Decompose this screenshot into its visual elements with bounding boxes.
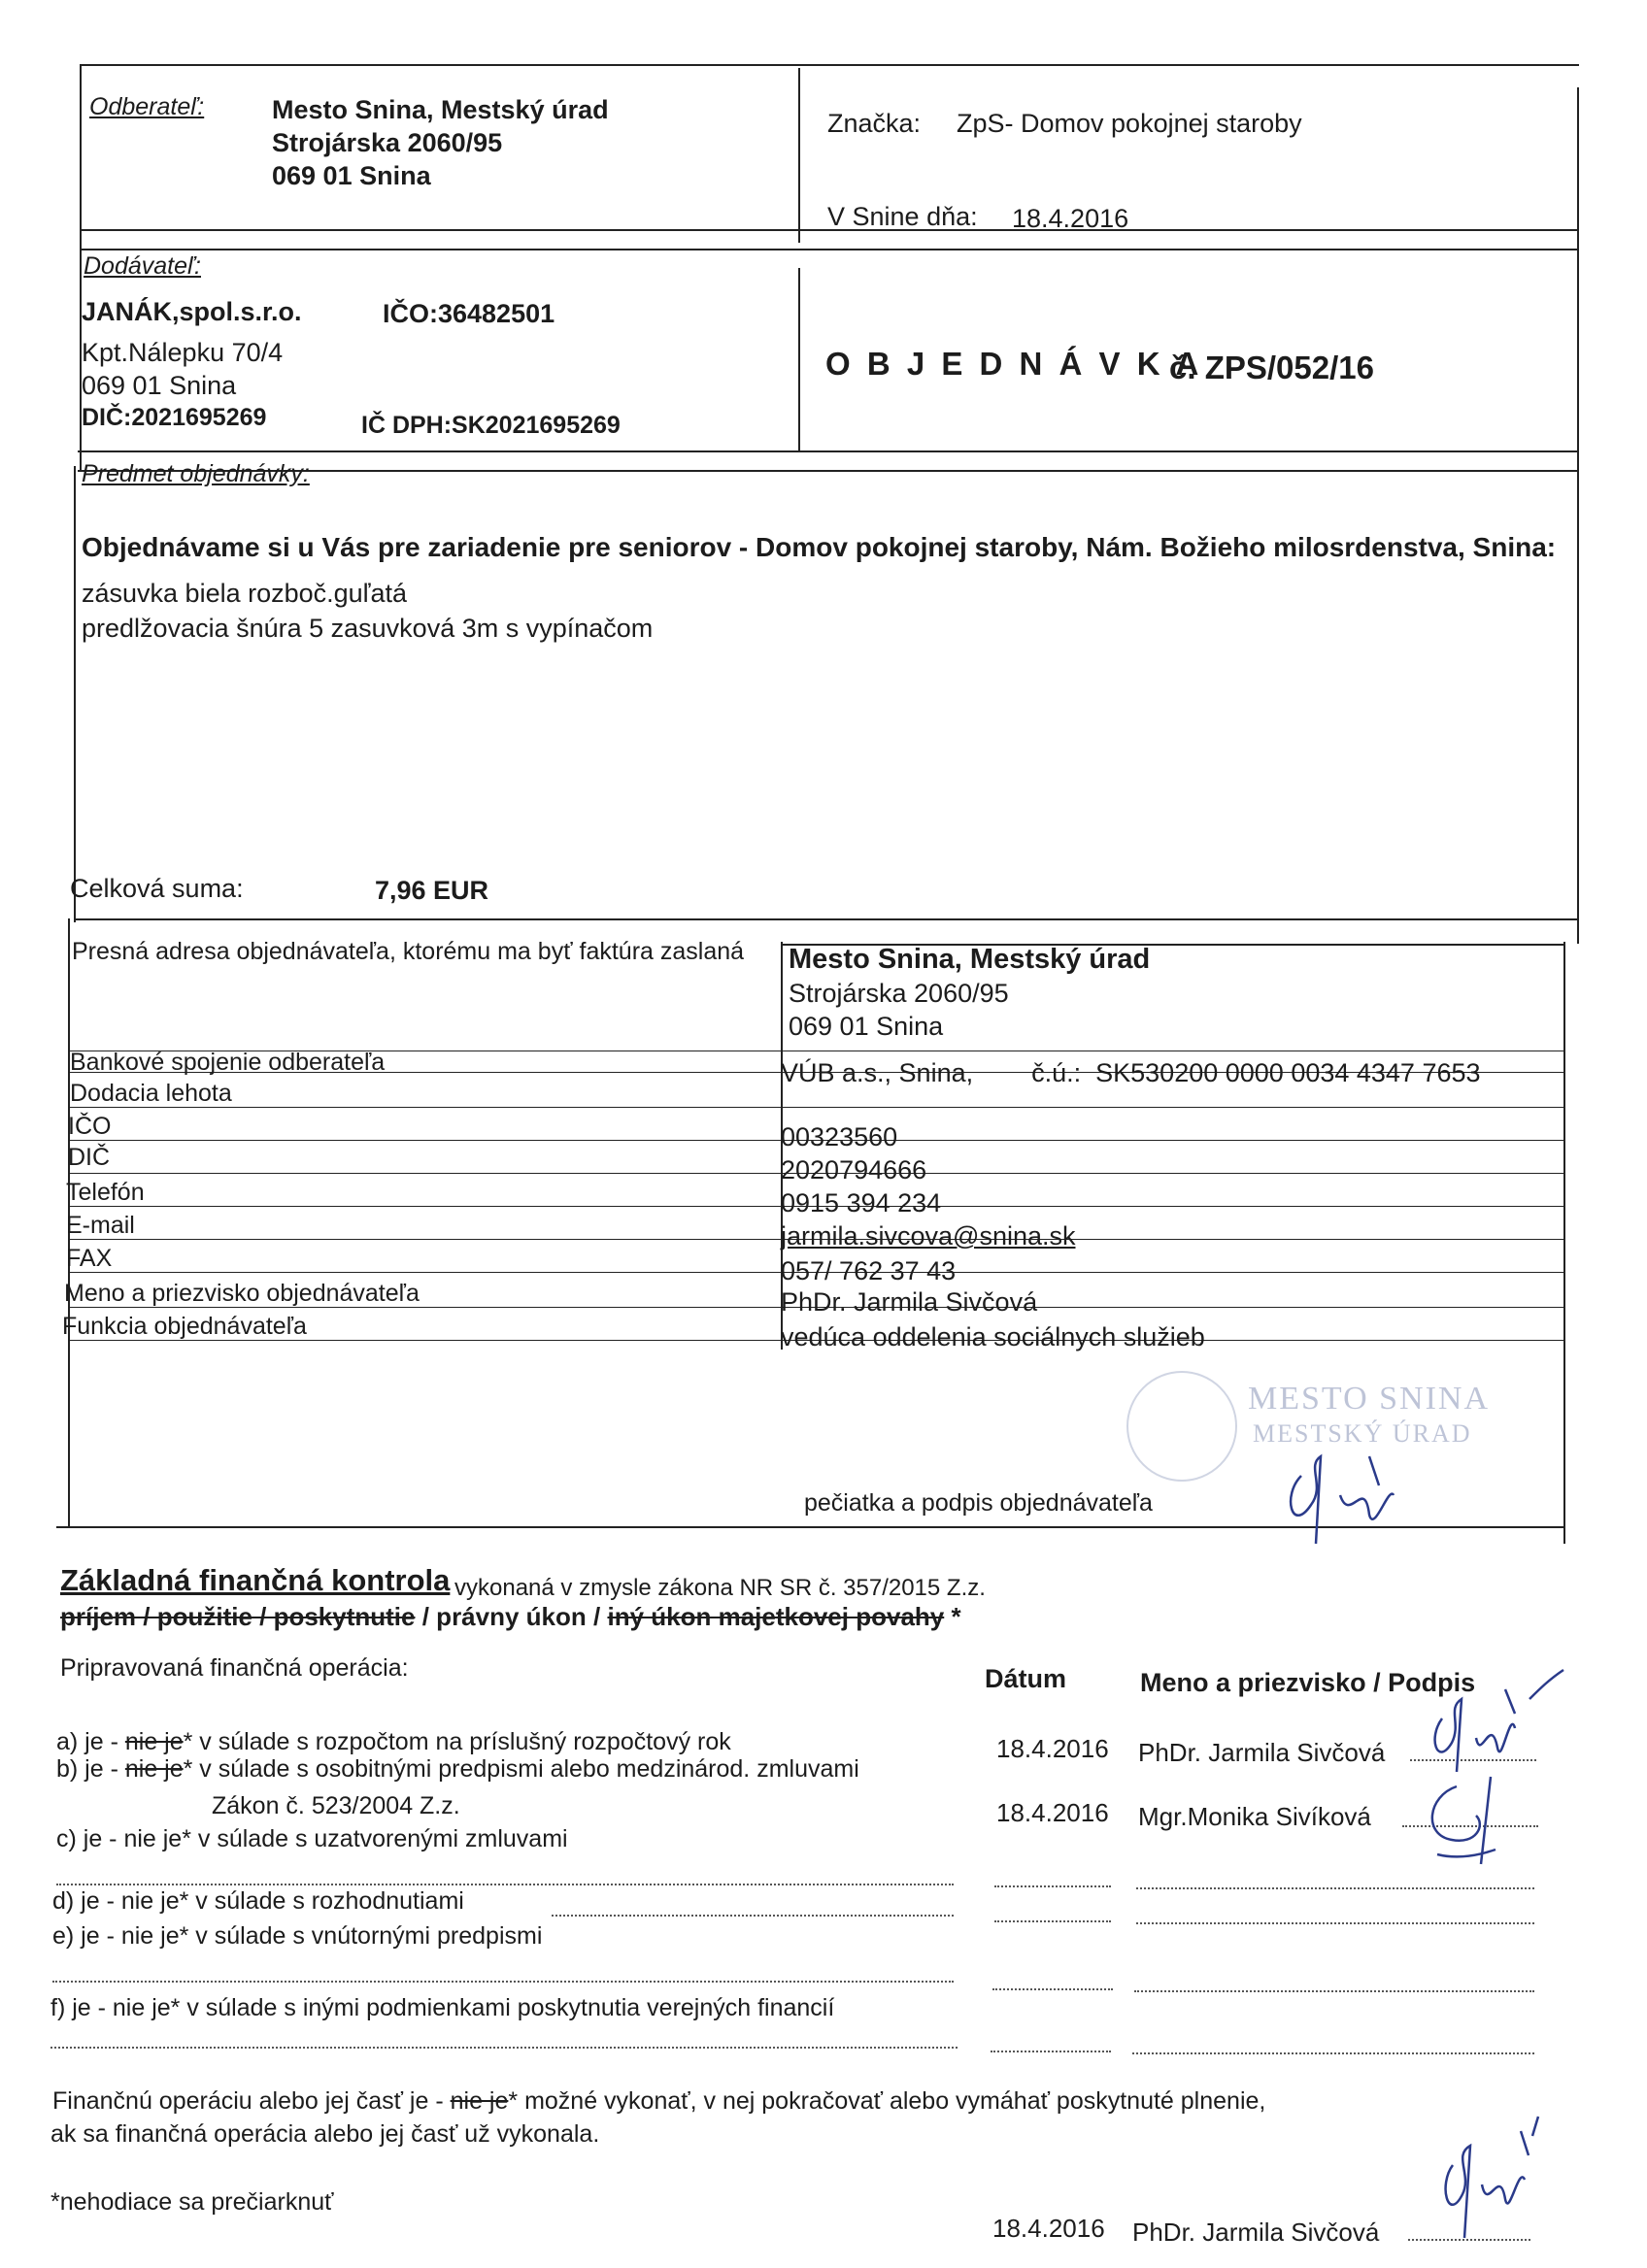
row-value-function: vedúca oddelenia sociálnych služieb — [781, 1322, 1205, 1351]
row-value-fax: 057/ 762 37 43 — [781, 1256, 957, 1285]
date-label: V Snine dňa: — [827, 202, 978, 231]
invoice-address-line-2: Strojárska 2060/95 — [789, 979, 1009, 1008]
supplier-name: JANÁK,spol.s.r.o. — [82, 297, 302, 326]
dots-date-d — [994, 1885, 1111, 1887]
item-b — [56, 1755, 859, 1784]
final-line-2: ak sa finančná operácia alebo jej časť už vykonala. — [50, 2120, 600, 2148]
order-number: č. ZPS/052/16 — [1169, 350, 1374, 385]
final-statement — [52, 2087, 1265, 2116]
dots-date-f1 — [992, 1988, 1113, 1990]
control-line-2-strike-2: iný úkon majetkovej povahy — [607, 1602, 945, 1631]
row-label-function: Funkcia objednávateľa — [62, 1313, 307, 1340]
dots-name-f2 — [1132, 2052, 1534, 2054]
column-date: Dátum — [985, 1664, 1067, 1693]
invoice-address-line-3: 069 01 Snina — [789, 1012, 944, 1041]
sign-b-name: Mgr.Monika Sivíková — [1138, 1802, 1371, 1831]
row-value-bank: VÚB a.s., Snina, č.ú.: SK530200 0000 0034 4347 7653 — [781, 1058, 1481, 1087]
supplier-label: Dodávateľ: — [84, 252, 201, 280]
final-date: 18.4.2016 — [992, 2214, 1105, 2243]
dots-c — [56, 1884, 954, 1885]
stamp-emblem — [1126, 1371, 1237, 1482]
supplier-ico: IČO:36482501 — [383, 299, 555, 328]
supplier-address-1: Kpt.Nálepku 70/4 — [82, 338, 284, 367]
control-line-2 — [60, 1602, 961, 1632]
supplier-icdph: IČ DPH:SK2021695269 — [361, 412, 621, 439]
row-label-phone: Telefón — [66, 1179, 145, 1206]
date-value: 18.4.2016 — [1012, 204, 1129, 233]
frame-left-line-mid — [74, 466, 76, 922]
control-line-2-strike-1: príjem / použitie / poskytnutie — [60, 1602, 416, 1631]
supplier-address-2: 069 01 Snina — [82, 371, 237, 400]
subject-top-line — [78, 450, 1579, 452]
frame-top-line — [80, 64, 1579, 66]
control-title-suffix: vykonaná v zmysle zákona NR SR č. 357/2015 Z.z. — [454, 1575, 986, 1601]
znacka-label: Značka: — [827, 109, 922, 138]
supplier-divider — [798, 268, 800, 452]
row-label-bank: Bankové spojenie odberateľa — [70, 1049, 386, 1076]
item-b-law: Zákon č. 523/2004 Z.z. — [212, 1792, 460, 1819]
stamp-text-2: MESTSKÝ ÚRAD — [1253, 1419, 1472, 1448]
subject-item-2: predlžovacia šnúra 5 zasuvková 3m s vypínačom — [82, 614, 654, 643]
final-name: PhDr. Jarmila Sivčová — [1132, 2218, 1380, 2247]
subject-item-1: zásuvka biela rozboč.guľatá — [82, 579, 408, 608]
dots-name-e — [1136, 1922, 1534, 1924]
item-d: d) je - nie je* v súlade s rozhodnutiami — [52, 1887, 464, 1915]
row-label-delivery: Dodacia lehota — [70, 1080, 232, 1107]
signature-final — [1424, 2117, 1550, 2243]
sign-b-date: 18.4.2016 — [996, 1798, 1109, 1827]
row-label-name: Meno a priezvisko objednávateľa — [64, 1280, 420, 1307]
frame-right-line — [1577, 87, 1579, 944]
dots-date-f2 — [991, 2051, 1111, 2052]
control-title: Základná finančná kontrola — [60, 1563, 451, 1597]
invoice-address-line-1: Mesto Snina, Mestský úrad — [789, 944, 1151, 975]
dots-d — [552, 1915, 954, 1917]
odberatel-line-1: Mesto Snina, Mestský úrad — [272, 95, 609, 124]
row-value-phone: 0915 394 234 — [781, 1188, 942, 1217]
row-value-email[interactable]: jarmila.sivcova@snina.sk — [781, 1221, 1076, 1251]
row-value-ico: 00323560 — [781, 1122, 898, 1151]
dots-f — [50, 2047, 958, 2049]
control-line-2-mid: / právny úkon / — [421, 1602, 601, 1631]
row-value-dic: 2020794666 — [781, 1155, 927, 1184]
stamp-text-1: MESTO SNINA — [1248, 1381, 1491, 1417]
dots-e — [52, 1981, 954, 1983]
header-divider — [798, 68, 800, 243]
final-post: * možné vykonať, v nej pokračovať alebo vymáhať poskytnuté plnenie, — [508, 2087, 1266, 2115]
item-b-pre: b) je - — [56, 1755, 118, 1783]
row-line-3 — [68, 1107, 1563, 1108]
order-title: O B J E D N Á V K A — [825, 346, 1203, 382]
signature-b — [1418, 1767, 1534, 1874]
signature-a — [1418, 1670, 1563, 1777]
supplier-top-line — [80, 249, 1579, 250]
znacka-value: ZpS- Domov pokojnej staroby — [957, 109, 1302, 138]
item-a — [56, 1728, 731, 1756]
row-value-name: PhDr. Jarmila Sivčová — [781, 1287, 1038, 1317]
dots-date-e — [994, 1920, 1111, 1922]
item-b-post: * v súlade s osobitnými predpismi alebo medzinárod. zmluvami — [183, 1755, 859, 1783]
subject-bottom-line — [74, 918, 1579, 920]
odberatel-line-2: Strojárska 2060/95 — [272, 128, 503, 157]
operation-label: Pripravovaná finančná operácia: — [60, 1654, 409, 1682]
sign-a-date: 18.4.2016 — [996, 1734, 1109, 1763]
row-label-email: E-mail — [66, 1212, 135, 1239]
control-line-2-end: * — [951, 1602, 961, 1631]
dots-name-f1 — [1134, 1990, 1534, 1992]
invoice-address-label: Presná adresa objednávateľa, ktorému ma byť faktúra zaslaná — [72, 938, 745, 965]
odberatel-line-3: 069 01 Snina — [272, 161, 431, 190]
final-strike: nie je — [450, 2087, 509, 2115]
item-b-strike: nie je — [124, 1755, 184, 1783]
final-pre: Finančnú operáciu alebo jej časť je - — [52, 2087, 444, 2115]
signature-stamp — [1272, 1437, 1418, 1553]
total-label: Celková suma: — [70, 874, 244, 903]
dots-name-d — [1136, 1887, 1534, 1889]
row-label-ico: IČO — [68, 1113, 112, 1140]
total-value: 7,96 EUR — [375, 876, 489, 905]
subject-intro: Objednávame si u Vás pre zariadenie pre seniorov - Domov pokojnej staroby, Nám. Božieho milosrdenstva, Snina: — [82, 532, 1557, 562]
supplier-dic: DIČ:2021695269 — [82, 404, 267, 431]
subject-label: Predmet objednávky: — [82, 460, 310, 487]
row-label-dic: DIČ — [68, 1144, 111, 1171]
details-right-line — [1563, 942, 1565, 1544]
footnote: *nehodiace sa prečiarknuť — [50, 2188, 334, 2216]
item-f: f) je - nie je* v súlade s inými podmienkami poskytnutia verejných financií — [50, 1994, 835, 2021]
odberatel-label: Odberateľ: — [89, 93, 205, 120]
item-a-pre: a) je - — [56, 1728, 118, 1755]
item-a-strike: nie je — [124, 1728, 184, 1755]
column-name: Meno a priezvisko / Podpis — [1140, 1668, 1476, 1697]
row-label-fax: FAX — [66, 1245, 113, 1272]
sign-a-name: PhDr. Jarmila Sivčová — [1138, 1738, 1386, 1767]
item-a-post: * v súlade s rozpočtom na príslušný rozpočtový rok — [183, 1728, 731, 1755]
stamp-caption: pečiatka a podpis objednávateľa — [804, 1489, 1153, 1517]
item-c: c) je - nie je* v súlade s uzatvorenými zmluvami — [56, 1825, 568, 1852]
item-e: e) je - nie je* v súlade s vnútornými predpismi — [52, 1922, 543, 1950]
